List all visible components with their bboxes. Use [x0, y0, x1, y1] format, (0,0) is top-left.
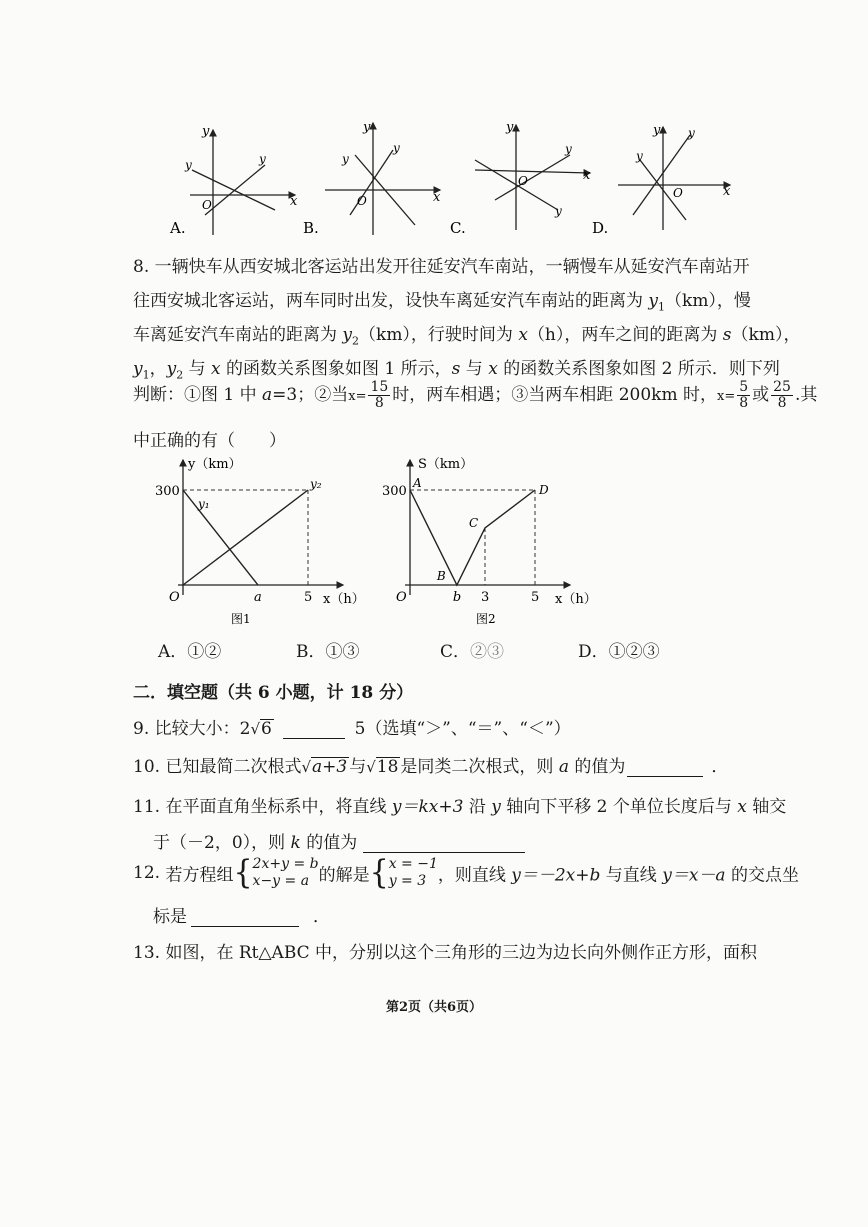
svg-text:O: O [673, 186, 683, 200]
x-axis-label: x（h） [555, 592, 597, 607]
option-d-label: D. [592, 219, 609, 237]
series-line-1 [183, 490, 258, 585]
question-12: 12. 若方程组{ 2x+y = b x−y = a 的解是{ x = −1 y = 3 ，则直线 y＝－2x+b 与直线 y＝x－a 的交点坐 [133, 853, 799, 892]
figure-caption: 图1 [231, 612, 251, 626]
page-footer: 第2页（共6页） [385, 1000, 483, 1015]
x-tick-3: 3 [481, 590, 490, 605]
x-tick-5: 5 [531, 590, 540, 605]
question-10: 10. 已知最简二次根式√a+3 与√18 是同类二次根式，则 a 的值为 ． [133, 757, 729, 777]
origin-label: O [396, 590, 407, 605]
svg-text:y: y [555, 204, 562, 218]
y-tick-300: 300 [155, 484, 180, 499]
point-label-a: A [413, 476, 422, 490]
q8-line4: $y_1$，$y_2$ 与 x 的函数关系图象如图 1 所示，s 与 x 的函数关系图象如图 2 所示．则下列 [133, 359, 780, 382]
q8-line5: 判断：①图 1 中 a=3；②当x= $\frac{15}{8}$ 时，两车相遇；③当两车相距 200km 时，x= $\frac{5}{8}$ 或 $\frac{25}{8}$ .其 [133, 379, 818, 411]
q8-option-b[interactable]: B．①③ [296, 642, 360, 662]
svg-text:O: O [518, 174, 528, 188]
question-11: 11. 在平面直角坐标系中，将直线 y＝kx+3 沿 y 轴向下平移 2 个单位长度后与 x 轴交 [133, 797, 787, 817]
point-label-d: D [539, 483, 549, 497]
option-c-label: C. [450, 219, 466, 237]
q8-line2: 往西安城北客运站，两车同时出发，设快车离延安汽车南站的距离为 $y_1(km)$，慢 [133, 291, 751, 314]
graph-c [450, 120, 591, 237]
question-9: 9. 比较大小：2√6 5（选填“＞”、“＝”、“＜”） [133, 719, 571, 739]
point-label-b: B [436, 569, 446, 583]
svg-text:y: y [653, 123, 661, 138]
series-line [410, 490, 535, 585]
question-11-line2: 于（－2，0），则 k 的值为 [153, 828, 525, 853]
svg-text:O: O [202, 198, 212, 212]
answer-blank-11[interactable] [363, 834, 525, 853]
svg-text:y: y [565, 142, 572, 156]
series-label-y2: y₂ [310, 477, 322, 491]
option-a-label: A. [170, 219, 186, 237]
question-12-line2: 标是 ． [153, 907, 330, 927]
y-axis-label: y [202, 124, 210, 139]
q7-option-graphs [170, 115, 750, 240]
svg-text:y: y [636, 149, 643, 163]
q8-line6: 中正确的有（ ） [133, 431, 286, 451]
svg-text:y: y [393, 141, 400, 155]
answer-blank-10[interactable] [627, 758, 703, 777]
x-tick-a: a [254, 590, 262, 605]
graph-d [592, 123, 731, 237]
point-label-c: C [469, 516, 479, 530]
solution-system: x = −1 y = 3 [388, 856, 438, 889]
origin-label: O [169, 590, 180, 605]
y-tick-300: 300 [382, 484, 407, 499]
answer-blank-12[interactable] [191, 908, 299, 927]
q8-option-a[interactable]: A．①② [158, 642, 222, 662]
q8-options [158, 637, 758, 662]
graph-a [169, 124, 298, 237]
svg-text:x: x [583, 168, 591, 183]
figure-1-chart [150, 452, 365, 632]
x-tick-5: 5 [304, 590, 313, 605]
x-axis-label: x（h） [323, 592, 365, 607]
fraction-25-8: $\frac{25}{8}$ [773, 379, 791, 411]
q8-line1: 8. 一辆快车从西安城北客运站出发开往延安汽车南站，一辆慢车从延安汽车南站开 [133, 257, 750, 277]
answer-blank-9[interactable] [283, 720, 345, 739]
section-2-heading: 二．填空题（共 6 小题，计 18 分） [133, 683, 414, 703]
svg-text:y: y [342, 152, 349, 166]
series-label-y1: y₁ [198, 497, 210, 511]
y-axis-label: S（km） [418, 457, 474, 472]
figure-2-chart [378, 452, 608, 632]
svg-text:x: x [723, 184, 731, 199]
option-b-label: B. [303, 219, 319, 237]
figure-caption: 图2 [476, 612, 496, 626]
q8-option-c[interactable]: C．②③ [440, 642, 505, 662]
fraction-15-8: $\frac{15}{8}$ [370, 379, 389, 411]
graph-b [303, 120, 441, 237]
svg-text:y: y [688, 126, 695, 140]
question-13: 13. 如图，在 Rt△ABC 中，分别以这个三角形的三边为边长向外侧作正方形，面积 [133, 943, 758, 963]
equation-system: 2x+y = b x−y = a [252, 856, 319, 889]
svg-text:x: x [290, 194, 298, 209]
svg-text:y: y [259, 152, 266, 166]
q8-line3: 车离延安汽车南站的距离为 $y_2(km)$，行驶时间为 x（h），两车之间的距离为 s（km）， [133, 325, 801, 348]
svg-text:x: x [433, 190, 441, 205]
fraction-5-8: $\frac{5}{8}$ [739, 379, 749, 411]
svg-text:y: y [363, 120, 371, 135]
svg-text:O: O [357, 194, 367, 208]
x-tick-b: b [452, 590, 462, 605]
q8-option-d[interactable]: D．①②③ [578, 642, 660, 662]
svg-text:y: y [506, 120, 514, 135]
svg-text:y: y [185, 158, 192, 172]
y-axis-label: y（km） [188, 457, 242, 472]
